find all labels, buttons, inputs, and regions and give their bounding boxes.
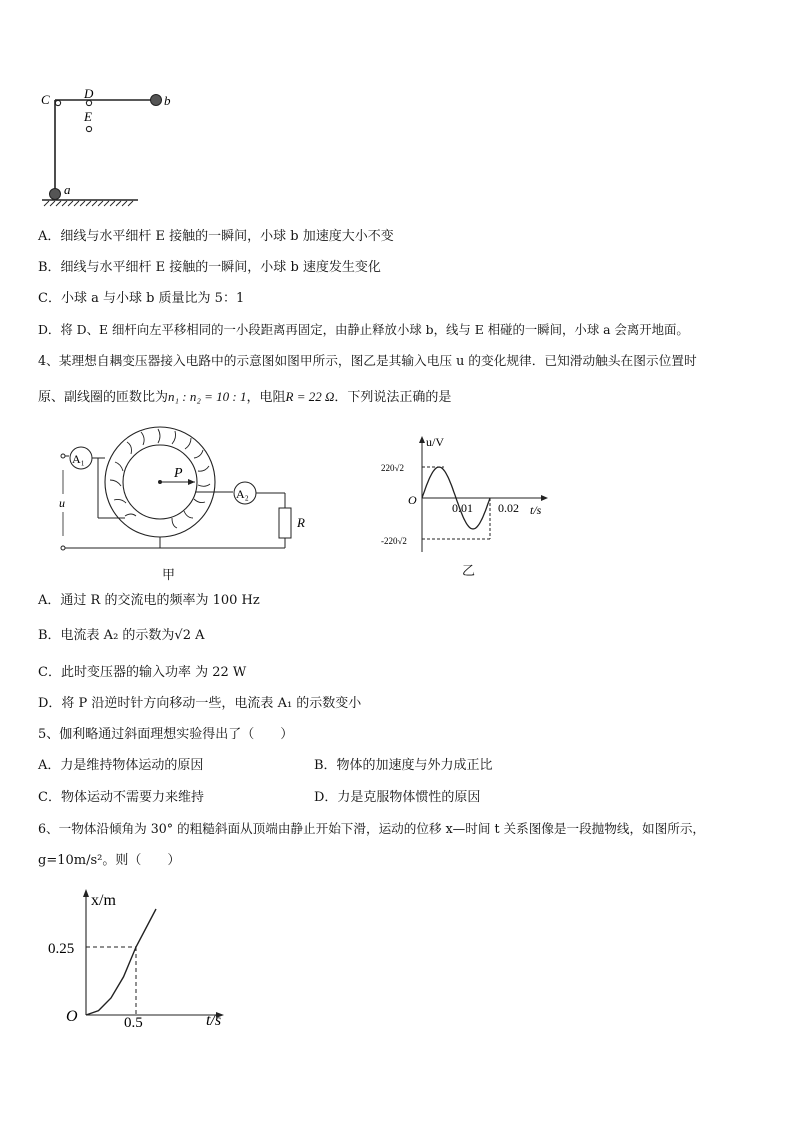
q6-xt-chart (40, 885, 240, 1030)
ball-b-icon (151, 95, 162, 106)
q3-option-c: C．小球 a 与小球 b 质量比为 5：1 (38, 291, 245, 306)
q3-option-d: D．将 D、E 细杆向左平移相同的一小段距离再固定，由静止释放小球 b，线与 E 相碰的一瞬间，小球 a 会离开地面。 (38, 322, 689, 337)
q5-option-b: B．物体的加速度与外力成正比 (314, 758, 493, 773)
rod-e-icon (86, 126, 91, 131)
figure-jia-circuit (55, 420, 305, 560)
rod-c-icon (55, 100, 60, 105)
ball-a-icon (50, 189, 61, 200)
yi-ylabel: u/V (426, 435, 444, 449)
q5-stem: 5、伽利略通过斜面理想实验得出了（ ） (38, 727, 294, 742)
figure-yi-graph (378, 434, 558, 554)
q6-stem-line1: 6、一物体沿倾角为 30° 的粗糙斜面从顶端由静止开始下滑，运动的位移 x—时间 t 关系图像是一段抛物线，如图所示， (38, 821, 706, 836)
q5-option-a: A．力是维持物体运动的原因 (38, 758, 204, 773)
q3-option-a: A．细线与水平细杆 E 接触的一瞬间，小球 b 加速度大小不变 (38, 229, 394, 244)
q4-stem-line2: 原、副线圈的匝数比为n₁ : n₂ = 10 : 1，电阻R = 22 Ω．下列说法正确的是 (38, 389, 452, 405)
q5-option-d: D．力是克服物体惯性的原因 (314, 790, 481, 805)
q6-origin: O (66, 1008, 78, 1025)
q6-ytick-label: 0.25 (48, 941, 75, 957)
ammeter-a2: A₂ (236, 487, 249, 501)
label-b: b (164, 93, 171, 108)
label-p: P (174, 466, 183, 481)
q6-stem-line2: g=10m/s²。则（ ） (38, 853, 181, 868)
q4-option-c: C．此时变压器的输入功率 为 22 W (38, 665, 247, 680)
q6-xlabel: t/s (206, 1012, 222, 1029)
caption-jia: 甲 (162, 568, 176, 583)
rod-d-icon (86, 100, 91, 105)
q6-ylabel: x/m (91, 892, 116, 909)
yi-top: 220√2 (381, 463, 404, 473)
yi-bottom: -220√2 (381, 536, 407, 546)
label-u: u (59, 496, 65, 510)
q4-stem-line1: 4、某理想自耦变压器接入电路中的示意图如图甲所示，图乙是其输入电压 u 的变化规律．已知滑动触头在图示位置时 (38, 353, 697, 368)
figure-rods (38, 86, 188, 211)
yi-origin: O (408, 493, 417, 507)
label-d: D (84, 86, 94, 101)
yi-t2: 0.02 (498, 501, 519, 515)
q6-xtick-label: 0.5 (124, 1015, 143, 1030)
caption-yi: 乙 (462, 564, 476, 579)
q6-xt-curve (86, 909, 156, 1015)
q5-option-c: C．物体运动不需要力来维持 (38, 790, 204, 805)
q3-option-b: B．细线与水平细杆 E 接触的一瞬间，小球 b 速度发生变化 (38, 260, 381, 275)
label-a: a (64, 182, 71, 197)
q4-option-b: B．电流表 A₂ 的示数为√2 A (38, 628, 205, 643)
ammeter-a1: A₁ (72, 452, 85, 466)
label-c: C (41, 92, 50, 107)
q4-option-d: D．将 P 沿逆时针方向移动一些，电流表 A₁ 的示数变小 (38, 696, 362, 711)
label-e: E (84, 109, 92, 124)
turns-ratio: n₁ : n₂ = 10 : 1 (168, 389, 247, 404)
label-r: R (297, 515, 305, 530)
resistance-value: R = 22 Ω (285, 389, 335, 404)
ammeter-reading: √2 A (174, 628, 205, 643)
q4-option-a: A．通过 R 的交流电的频率为 100 Hz (38, 593, 260, 608)
yi-t1: 0.01 (452, 501, 473, 515)
yi-xlabel: t/s (530, 503, 542, 517)
